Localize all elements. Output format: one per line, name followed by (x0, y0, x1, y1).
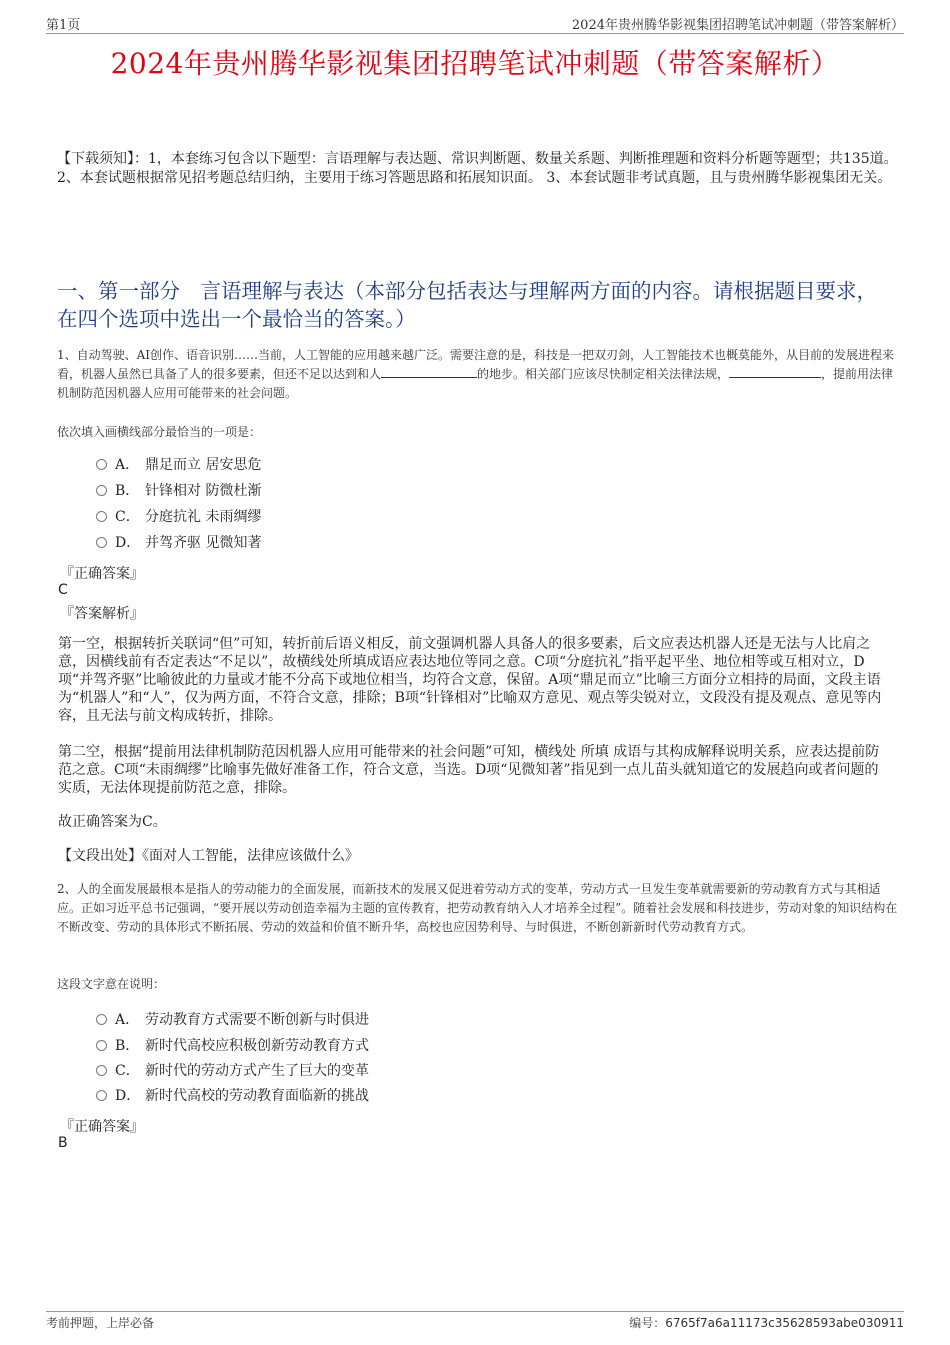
q2-option-b[interactable] (96, 1036, 369, 1056)
page-number: 第1页 (46, 18, 81, 33)
question-1-text-part: ，提前用法律机制防范因机器人应用可能带来的社会问题。 (57, 367, 894, 400)
q2-option-d[interactable] (96, 1086, 369, 1106)
q2-option-a[interactable] (96, 1010, 369, 1030)
radio-icon[interactable] (96, 537, 107, 548)
radio-icon[interactable] (96, 1065, 107, 1076)
question-1-text-part: 1、自动驾驶、AI创作、语音识别……当前，人工智能的应用越来越广泛。需要注意的是，科技是一把双刃剑，人工智能技术也概莫能外，从目前的发展进程来看，机器人虽然已具备了人的很多要素，但还不足以达到和人 (57, 348, 895, 381)
header-divider (46, 33, 904, 34)
option-text: 新时代的劳动方式产生了巨大的变革 (145, 1063, 369, 1079)
correct-answer: C (58, 582, 68, 598)
question-1-text (57, 346, 898, 403)
code-value: 6765f7a6a11173c35628593abe030911 (665, 1316, 904, 1330)
option-text: 并驾齐驱 见微知著 (145, 535, 262, 551)
correct-answer-label: 『正确答案』 (60, 1119, 144, 1135)
radio-icon[interactable] (96, 485, 107, 496)
correct-answer-label: 『正确答案』 (60, 566, 144, 582)
radio-icon[interactable] (96, 1014, 107, 1025)
option-letter: B． (115, 1038, 140, 1054)
analysis-conclusion: 故正确答案为C。 (58, 814, 167, 830)
radio-icon[interactable] (96, 1090, 107, 1101)
option-letter: B． (115, 483, 140, 499)
radio-icon[interactable] (96, 459, 107, 470)
fill-blank-1 (381, 365, 477, 378)
fill-blank-2 (729, 365, 821, 378)
option-text: 鼎足而立 居安思危 (145, 457, 262, 473)
option-text: 新时代高校应积极创新劳动教育方式 (145, 1038, 369, 1054)
footer-slogan: 考前押题，上岸必备 (46, 1316, 155, 1330)
code-label: 编号： (629, 1316, 666, 1330)
option-letter: A． (115, 1012, 140, 1028)
radio-icon[interactable] (96, 511, 107, 522)
option-letter: A． (115, 457, 140, 473)
analysis-paragraph-2: 第二空，根据“提前用法律机制防范因机器人应用可能带来的社会问题”可知，横线处 所填 成语与其构成解释说明关系，应表达提前防范之意。C项“未雨绸缪”比喻事先做好准备工作，符合文意，当选。D项“见微知著”指见到一点儿苗头就知道它的发展趋向或者问题的实质，无法体现提前防范之意，排除。 (58, 744, 880, 796)
q1-option-c[interactable] (96, 507, 261, 527)
question-1-text-part: 的地步。相关部门应该尽快制定相关法律法规， (477, 367, 730, 381)
option-text: 分庭抗礼 未雨绸缪 (145, 509, 262, 525)
question-2-text: 2、人的全面发展最根本是指人的劳动能力的全面发展，而新技术的发展又促进着劳动方式的变革，劳动方式一旦发生变革就需要新的劳动教育方式与其相适应。正如习近平总书记强调，“要开展以劳动创造幸福为主题的宣传教育，把劳动教育纳入人才培养全过程”。随着社会发展和科技进步，劳动对象的知识结构在不断改变、劳动的具体形式不断拓展、劳动的效益和价值不断升华，高校也应因势利导、与时俱进，不断创新新时代劳动教育方式。 (57, 882, 898, 934)
q1-option-a[interactable] (96, 455, 261, 475)
document-code (629, 1314, 904, 1331)
option-letter: C． (115, 509, 140, 525)
option-letter: D． (115, 535, 141, 551)
correct-answer: B (58, 1135, 68, 1151)
question-2-prompt: 这段文字意在说明： (57, 977, 166, 991)
q1-option-b[interactable] (96, 481, 261, 501)
option-text: 针锋相对 防微杜渐 (145, 483, 262, 499)
running-header-title: 2024年贵州腾华影视集团招聘笔试冲刺题（带答案解析） (571, 18, 904, 33)
question-1-prompt: 依次填入画横线部分最恰当的一项是： (57, 425, 262, 439)
section-heading: 一、第一部分 言语理解与表达（本部分包括表达与理解两方面的内容。请根据题目要求，在四个选项中选出一个最恰当的答案。） (57, 279, 877, 331)
option-letter: C． (115, 1063, 140, 1079)
radio-icon[interactable] (96, 1040, 107, 1051)
analysis-label: 『答案解析』 (60, 606, 144, 622)
document-title: 2024年贵州腾华影视集团招聘笔试冲刺题（带答案解析） (110, 47, 840, 80)
q2-option-c[interactable] (96, 1061, 369, 1081)
option-letter: D． (115, 1088, 141, 1104)
q1-option-d[interactable] (96, 533, 261, 553)
analysis-paragraph-1: 第一空，根据转折关联词“但”可知，转折前后语义相反，前文强调机器人具备人的很多要素，后文应表达机器人还是无法与人比肩之意，因横线前有否定表达“不足以”，故横线处所填成语应表达地位等同之意。C项“分庭抗礼”指平起平坐、地位相等或互相对立，D项“并驾齐驱”比喻彼此的力量或才能不分高下或地位相当，均符合文意，保留。A项“鼎足而立”比喻三方面分立相持的局面，文段主语为“机器人”和“人”，仅为两方面，不符合文意，排除；B项“针锋相对”比喻双方意见、观点等尖锐对立，文段没有提及观点、意见等内容，且无法与前文构成转折，排除。 (58, 636, 882, 724)
text-source: 【文段出处】《面对人工智能，法律应该做什么》 (58, 848, 359, 864)
option-text: 劳动教育方式需要不断创新与时俱进 (145, 1012, 369, 1028)
option-text: 新时代高校的劳动教育面临新的挑战 (145, 1088, 369, 1104)
footer-divider (46, 1311, 904, 1312)
download-notice: 【下载须知】：1，本套练习包含以下题型：言语理解与表达题、常识判断题、数量关系题、判断推理题和资料分析题等题型；共135道。 2、本套试题根据常见招考题总结归纳，主要用于练习答题思路和拓展知识面。 3、本套试题非考试真题，且与贵州腾华影视集团无关。 (57, 151, 898, 186)
